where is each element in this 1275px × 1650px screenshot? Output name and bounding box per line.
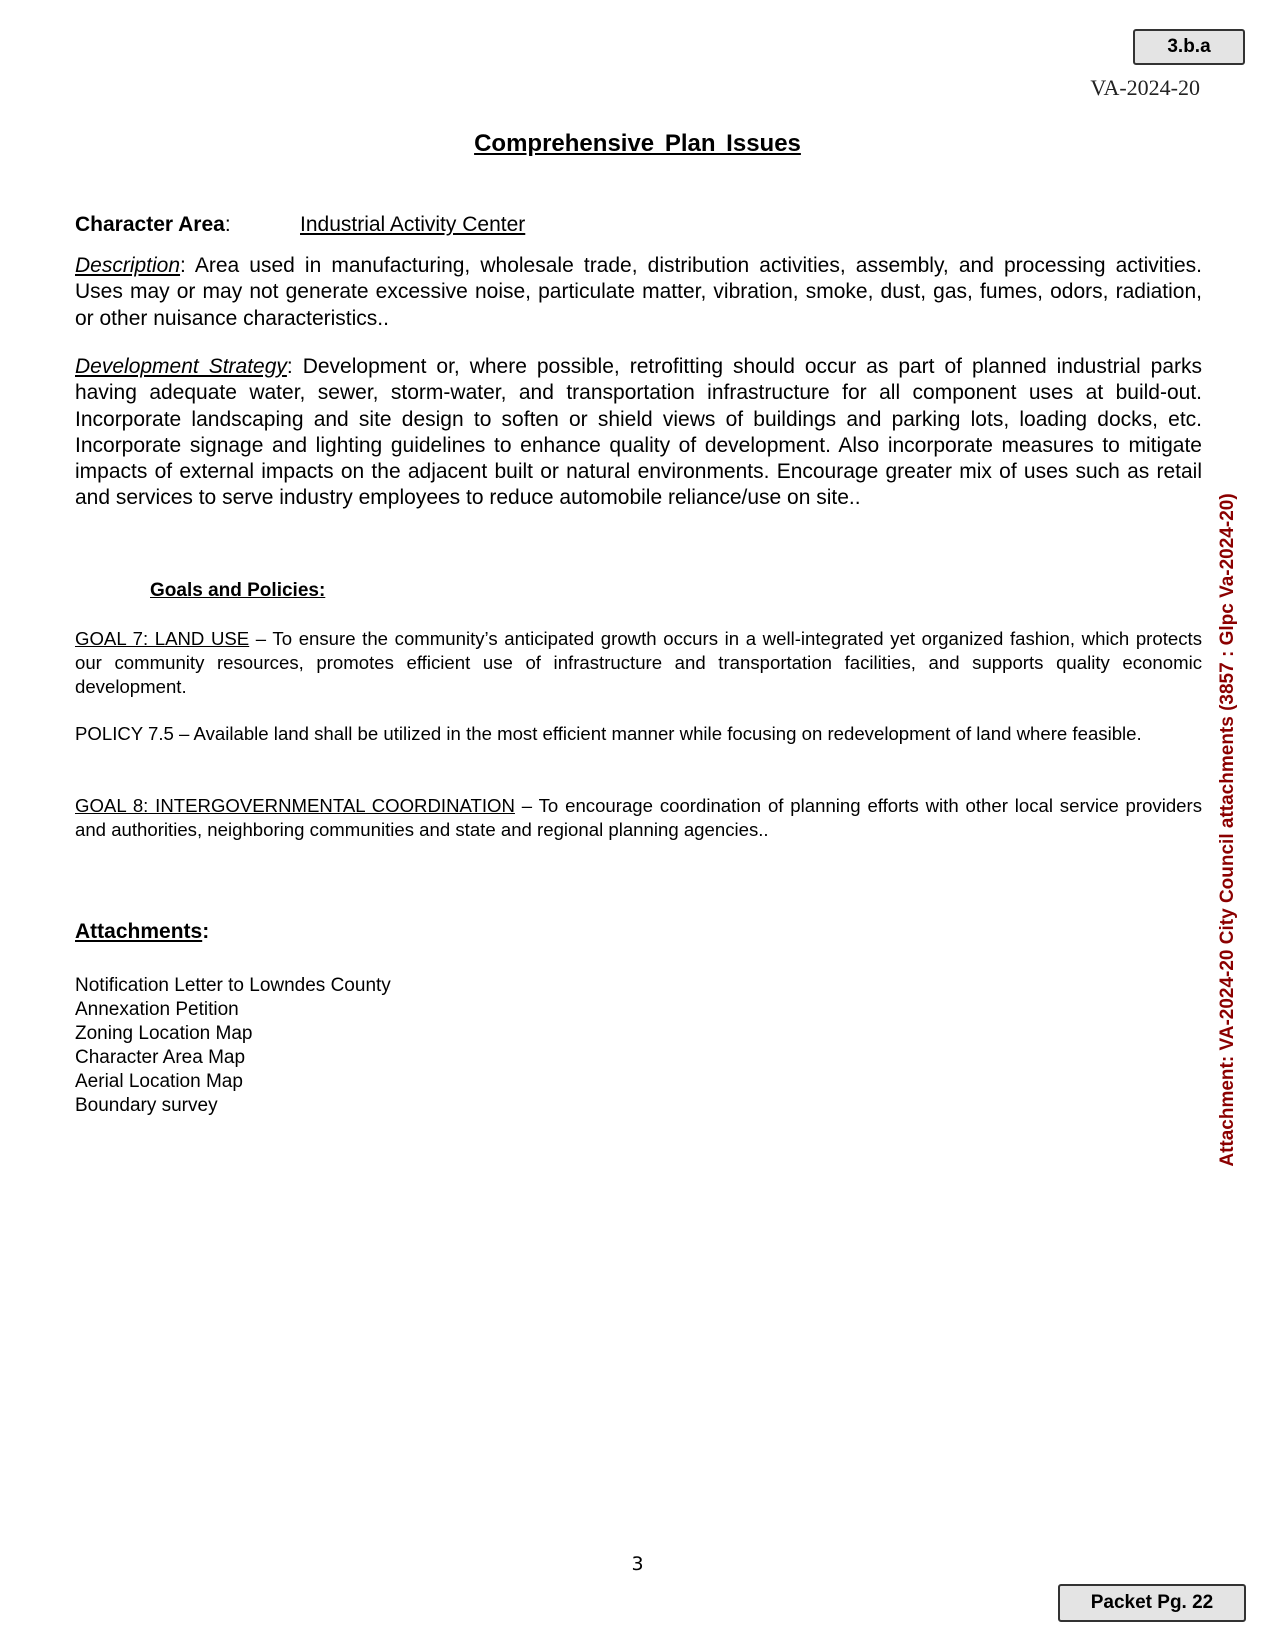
document-number: VA-2024-20 — [1090, 75, 1200, 100]
attachment-item: Character Area Map — [75, 1047, 246, 1068]
description-text: : Area used in manufacturing, wholesale trade, distribution activities, assembly, and processing activities. Uses may or may not generate excessive noise, particulate matter, vibration, smoke, dust, gas, fumes, odors, radiation, or other nuisance characteristics.. — [75, 254, 1202, 330]
character-area-value: Industrial Activity Center — [300, 213, 526, 236]
description-label: Description — [75, 254, 181, 277]
goal-7-text: – To ensure the community’s anticipated growth occurs in a well-integrated yet organized fashion, which protects our community resources, promotes efficient use of infrastructure and transportation facilities, and supports quality economic development. — [75, 628, 1202, 697]
development-strategy-label: Development Strategy — [75, 355, 287, 378]
goal-8-label: GOAL 8: INTERGOVERNMENTAL COORDINATION — [75, 795, 515, 816]
attachments-heading — [75, 920, 209, 944]
goal-8-text: – To encourage coordination of planning efforts with other local service providers and authorities, neighboring communities and state and regional planning agencies.. — [75, 795, 1203, 840]
description-paragraph — [75, 253, 1202, 332]
goals-heading: Goals and Policies: — [150, 580, 326, 601]
character-area — [75, 213, 526, 237]
goal-7-paragraph — [75, 627, 1202, 699]
attachments-list — [75, 974, 391, 1118]
development-strategy-text: : Development or, where possible, retrofitting should occur as part of planned industrial parks having adequate water, sewer, storm-water, and transportation infrastructure for all component uses at build-out. Incorporate landscaping and site design to soften or shield views of buildings and parking lots, loading docks, etc. Incorporate signage and lighting guidelines to enhance quality of development. Also incorporate measures to mitigate impacts of external impacts on the adjacent built or natural environments. Encourage greater mix of uses such as retail and services to serve industry employees to reduce automobile reliance/use on site.. — [75, 355, 1202, 510]
attachment-item: Zoning Location Map — [75, 1023, 253, 1044]
page-title: Comprehensive Plan Issues — [474, 130, 801, 157]
development-strategy-paragraph — [75, 354, 1202, 512]
attachments-heading-label: Attachments — [75, 920, 203, 943]
attachment-side-label: Attachment: VA-2024-20 City Council attachments (3857 : Glpc Va-2024-20) — [1217, 493, 1238, 1167]
item-tag: 3.b.a — [1167, 36, 1211, 57]
character-area-label: Character Area — [75, 213, 225, 236]
character-area-colon: : — [224, 213, 231, 236]
attachment-item: Annexation Petition — [75, 999, 239, 1020]
policy-7-5-paragraph: POLICY 7.5 – Available land shall be utilized in the most efficient manner while focusing on redevelopment of land where feasible. — [75, 723, 1142, 744]
item-tag-box — [1133, 29, 1245, 65]
attachment-item: Boundary survey — [75, 1095, 218, 1116]
attachments-heading-colon: : — [202, 920, 210, 943]
packet-page-box — [1058, 1584, 1246, 1622]
attachment-item: Aerial Location Map — [75, 1071, 243, 1092]
goal-7-label: GOAL 7: LAND USE — [75, 628, 250, 649]
page-number: 3 — [631, 1553, 644, 1575]
goal-8-paragraph — [75, 794, 1202, 842]
attachment-item: Notification Letter to Lowndes County — [75, 975, 391, 996]
packet-page-label: Packet Pg. 22 — [1090, 1592, 1214, 1613]
